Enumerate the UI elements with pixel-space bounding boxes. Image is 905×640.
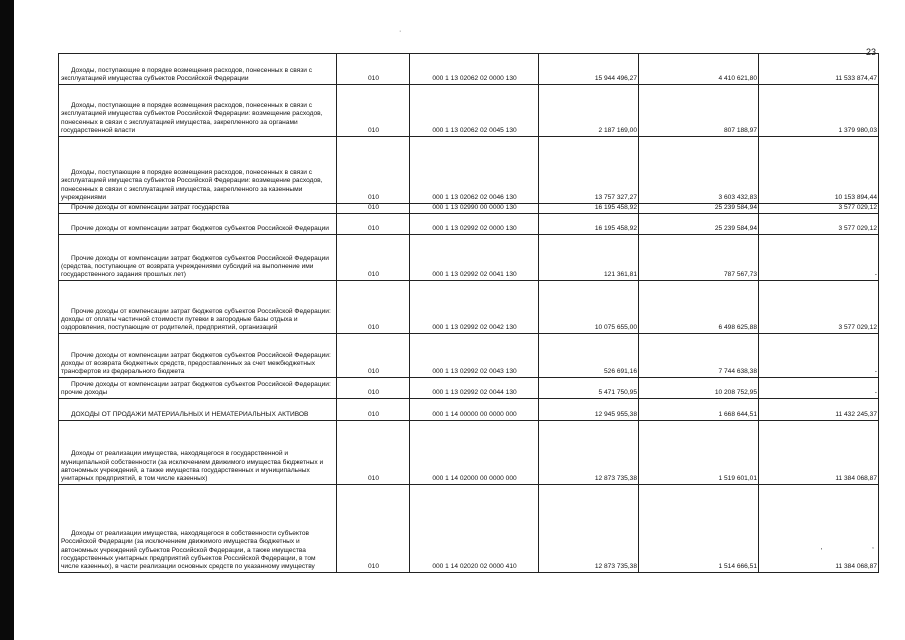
approved-amount: 121 361,81 <box>539 235 639 281</box>
revenue-name: Доходы от реализации имущества, находящегося в государственной и муниципальной собственности (за исключением движимого имущества бюджетных и автономных учреждений, а также имущества государственных и муниципальных унитарных предприятий, в том числе казенных) <box>59 421 337 485</box>
table-row <box>59 54 879 85</box>
executed-amount: 3 603 432,83 <box>639 137 759 204</box>
kbk-code: 000 1 14 02020 02 0000 410 <box>410 485 539 573</box>
unexecuted-amount: - <box>759 235 879 281</box>
table-row <box>59 421 879 485</box>
line-code: 010 <box>337 334 410 378</box>
approved-amount: 526 691,16 <box>539 334 639 378</box>
revenue-name: Прочие доходы от компенсации затрат государства <box>59 204 337 214</box>
unexecuted-amount: 3 577 029,12 <box>759 281 879 334</box>
table-row <box>59 204 879 214</box>
revenue-table <box>58 53 879 573</box>
executed-amount: 25 239 584,94 <box>639 214 759 235</box>
line-code: 010 <box>337 54 410 85</box>
kbk-code: 000 1 13 02992 02 0043 130 <box>410 334 539 378</box>
table-row <box>59 378 879 399</box>
kbk-code: 000 1 13 02992 02 0042 130 <box>410 281 539 334</box>
revenue-name: Доходы от реализации имущества, находящегося в собственности субъектов Российской Федерации (за исключением движимого имущества бюджетных и автономных учреждений субъектов Российской Федерации, а также имущества государственных унитарных предприятий субъектов Российской Федерации, в том числе казенных), в части реализации основных средств по указанному имуществу <box>59 485 337 573</box>
unexecuted-amount: - <box>759 378 879 399</box>
kbk-code: 000 1 13 02062 02 0046 130 <box>410 137 539 204</box>
unexecuted-amount: 11 384 068,87 <box>759 421 879 485</box>
unexecuted-amount: - <box>759 334 879 378</box>
line-code: 010 <box>337 281 410 334</box>
revenue-name: Доходы, поступающие в порядке возмещения расходов, понесенных в связи с эксплуатацией имущества субъектов Российской Федерации: возмещение расходов, понесенных в связи с эксплуатацией имущества, закрепленного за казенными учреждениями <box>59 137 337 204</box>
kbk-code: 000 1 13 02990 00 0000 130 <box>410 204 539 214</box>
executed-amount: 1 668 644,51 <box>639 399 759 421</box>
approved-amount: 15 944 496,27 <box>539 54 639 85</box>
executed-amount: 25 239 584,94 <box>639 204 759 214</box>
revenue-name: Доходы, поступающие в порядке возмещения расходов, понесенных в связи с эксплуатацией имущества субъектов Российской Федерации: возмещение расходов, понесенных в связи с эксплуатацией имущества, закрепленного за органами государственной власти <box>59 85 337 137</box>
scan-edge-bar <box>0 0 14 640</box>
approved-amount: 12 873 735,38 <box>539 485 639 573</box>
unexecuted-amount: 10 153 894,44 <box>759 137 879 204</box>
line-code: 010 <box>337 235 410 281</box>
line-code: 010 <box>337 204 410 214</box>
kbk-code: 000 1 13 02992 02 0041 130 <box>410 235 539 281</box>
unexecuted-amount: 3 577 029,12 <box>759 214 879 235</box>
executed-amount: 807 188,97 <box>639 85 759 137</box>
scan-speck: , <box>872 543 874 550</box>
revenue-name: Прочие доходы от компенсации затрат бюджетов субъектов Российской Федерации <box>59 214 337 235</box>
revenue-name: Доходы, поступающие в порядке возмещения расходов, понесенных в связи с эксплуатацией имущества субъектов Российской Федерации <box>59 54 337 85</box>
line-code: 010 <box>337 85 410 137</box>
kbk-code: 000 1 13 02062 02 0045 130 <box>410 85 539 137</box>
kbk-code: 000 1 14 00000 00 0000 000 <box>410 399 539 421</box>
scan-speck: ' <box>821 548 823 555</box>
executed-amount: 7 744 638,38 <box>639 334 759 378</box>
unexecuted-amount: 1 379 980,03 <box>759 85 879 137</box>
executed-amount: 6 498 625,88 <box>639 281 759 334</box>
approved-amount: 10 075 655,00 <box>539 281 639 334</box>
kbk-code: 000 1 13 02992 02 0000 130 <box>410 214 539 235</box>
approved-amount: 16 195 458,92 <box>539 214 639 235</box>
line-code: 010 <box>337 485 410 573</box>
executed-amount: 787 567,73 <box>639 235 759 281</box>
table-row <box>59 214 879 235</box>
revenue-name: Прочие доходы от компенсации затрат бюджетов субъектов Российской Федерации: доходы от возврата бюджетных средств, предоставленных за счет межбюджетных трансфертов из федерального бюджета <box>59 334 337 378</box>
executed-amount: 1 514 666,51 <box>639 485 759 573</box>
approved-amount: 2 187 169,00 <box>539 85 639 137</box>
line-code: 010 <box>337 214 410 235</box>
table-row <box>59 137 879 204</box>
unexecuted-amount: 11 384 068,87 <box>759 485 879 573</box>
executed-amount: 10 208 752,95 <box>639 378 759 399</box>
revenue-name: Прочие доходы от компенсации затрат бюджетов субъектов Российской Федерации (средства, поступающие от возврата учреждениями субсидий на выполнение ими государственного задания прошлых лет) <box>59 235 337 281</box>
line-code: 010 <box>337 378 410 399</box>
approved-amount: 12 945 955,38 <box>539 399 639 421</box>
scan-speck: · <box>399 28 402 35</box>
executed-amount: 4 410 621,80 <box>639 54 759 85</box>
approved-amount: 16 195 458,92 <box>539 204 639 214</box>
unexecuted-amount: 11 533 874,47 <box>759 54 879 85</box>
kbk-code: 000 1 14 02000 00 0000 000 <box>410 421 539 485</box>
revenue-name: ДОХОДЫ ОТ ПРОДАЖИ МАТЕРИАЛЬНЫХ И НЕМАТЕРИАЛЬНЫХ АКТИВОВ <box>59 399 337 421</box>
approved-amount: 13 757 327,27 <box>539 137 639 204</box>
line-code: 010 <box>337 421 410 485</box>
kbk-code: 000 1 13 02992 02 0044 130 <box>410 378 539 399</box>
table-row <box>59 85 879 137</box>
line-code: 010 <box>337 399 410 421</box>
kbk-code: 000 1 13 02062 02 0000 130 <box>410 54 539 85</box>
revenue-name: Прочие доходы от компенсации затрат бюджетов субъектов Российской Федерации: прочие доходы <box>59 378 337 399</box>
table-row <box>59 235 879 281</box>
page-number: 23 <box>865 47 876 57</box>
unexecuted-amount: 11 432 245,37 <box>759 399 879 421</box>
unexecuted-amount: 3 577 029,12 <box>759 204 879 214</box>
table-row <box>59 281 879 334</box>
approved-amount: 5 471 750,95 <box>539 378 639 399</box>
approved-amount: 12 873 735,38 <box>539 421 639 485</box>
table-row <box>59 334 879 378</box>
table-row <box>59 399 879 421</box>
table-row <box>59 485 879 573</box>
executed-amount: 1 519 601,01 <box>639 421 759 485</box>
revenue-name: Прочие доходы от компенсации затрат бюджетов субъектов Российской Федерации: доходы от оплаты частичной стоимости путевки в загородные базы отдыха и оздоровления, поступающие от родителей, предприятий, организаций <box>59 281 337 334</box>
line-code: 010 <box>337 137 410 204</box>
